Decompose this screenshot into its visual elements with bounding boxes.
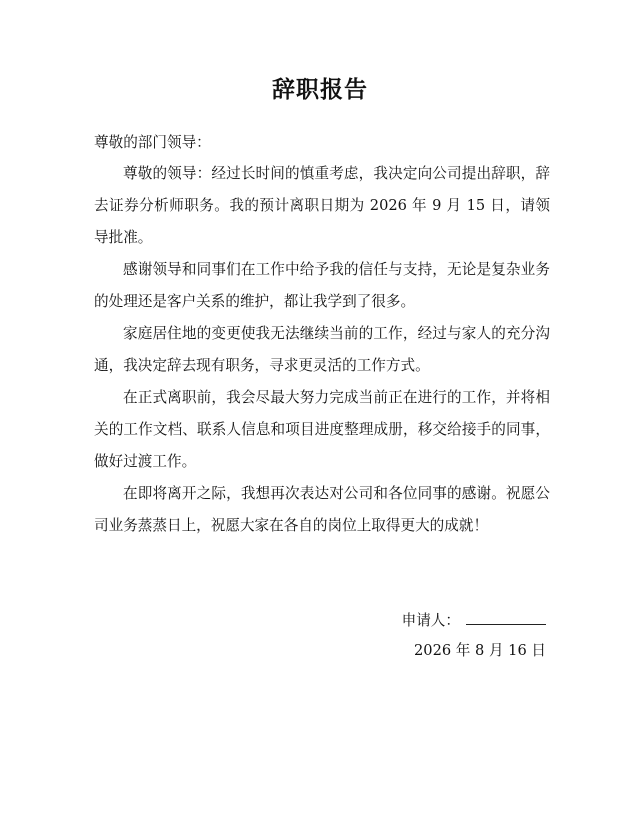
paragraph-5: 在即将离开之际，我想再次表达对公司和各位同事的感谢。祝愿公司业务蒸蒸日上，祝愿大家在各自的岗位上取得更大的成就！ (94, 485, 550, 534)
salutation: 尊敬的部门领导： (94, 134, 211, 151)
paragraph-3: 家庭居住地的变更使我无法继续当前的工作，经过与家人的充分沟通，我决定辞去现有职务，寻求更灵活的工作方式。 (94, 325, 550, 374)
applicant-label: 申请人： (401, 612, 460, 629)
paragraph-4: 在正式离职前，我会尽最大努力完成当前正在进行的工作，并将相关的工作文档、联系人信息和项目进度整理成册，移交给接手的同事，做好过渡工作。 (94, 389, 550, 470)
paragraph-1: 尊敬的领导：经过长时间的慎重考虑，我决定向公司提出辞职，辞去证券分析师职务。我的预计离职日期为 2026 年 9 月 15 日，请领导批准。 (94, 165, 550, 246)
paragraph-2: 感谢领导和同事们在工作中给予我的信任与支持，无论是复杂业务的处理还是客户关系的维护，都让我学到了很多。 (94, 261, 550, 310)
document-title: 辞职报告 (272, 77, 368, 103)
signature-block (402, 608, 546, 633)
document-date: 2026 年 8 月 16 日 (414, 642, 546, 659)
signature-line (466, 608, 546, 625)
